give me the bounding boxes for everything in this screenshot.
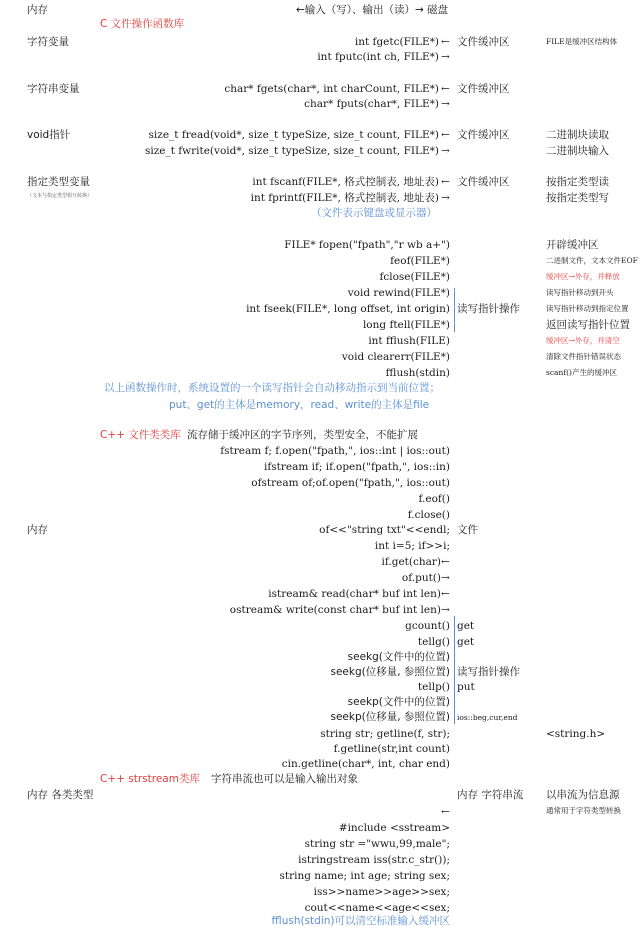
vars-decl: string name; int age; string sex; xyxy=(279,870,450,882)
ofstream-decl: ofstream of;of.open("fpath,", ios::out) xyxy=(251,477,450,489)
stream-source-desc: 以串流为信息源 xyxy=(546,789,620,801)
arrow-left-icon: ← xyxy=(441,83,450,95)
arrow-right-icon: → xyxy=(441,572,450,584)
seekg-rel: seekg(位移量, 参照位置) xyxy=(330,666,450,678)
fputc-func: int fputc(int ch, FILE*) xyxy=(317,51,439,63)
if-get: if.get(char) xyxy=(381,556,441,568)
put-get-note: put、get的主体是memory，read、write的主体是file xyxy=(169,399,430,411)
fseek-desc: 读写指针移动到指定位置 xyxy=(546,304,629,313)
arrow-left-icon: ← xyxy=(441,806,450,818)
cout-line: cout<<name<<age<<sex; xyxy=(304,902,450,914)
arrow-right-icon: → xyxy=(441,98,450,110)
arrow-left-icon: ← xyxy=(441,36,450,48)
string-variable-label: 字符串变量 xyxy=(27,83,80,95)
fclose-func: fclose(FILE*) xyxy=(379,271,450,283)
feof-desc: 二进制文件，文本文件EOF xyxy=(546,256,638,265)
fopen-func: FILE* fopen("fpath","r wb a+") xyxy=(284,239,450,251)
file-buffer-label: 文件缓冲区 xyxy=(457,83,510,95)
getline-str: string str; getline(f, str); xyxy=(320,728,450,740)
string-h-header: <string.h> xyxy=(546,728,606,740)
fflush-func: int fflush(FILE) xyxy=(368,335,450,347)
fwrite-func: size_t fwrite(void*, size_t typeSize, size_t count, FILE*) xyxy=(144,145,439,157)
file-buffer-label: 文件缓冲区 xyxy=(457,176,510,188)
bracket-line xyxy=(454,288,455,332)
io-direction-label: ←输入（写）、输出（读）→ 磁盘 xyxy=(296,4,449,16)
tellp-func: tellp() xyxy=(417,681,450,693)
fprintf-func: int fprintf(FILE*, 格式控制表, 地址表) xyxy=(250,192,439,204)
memory-types-label: 内存 各类类型 xyxy=(27,789,94,801)
tellg-func: tellg() xyxy=(417,636,450,648)
cin-getline: cin.getline(char*, int, char end) xyxy=(281,758,450,770)
seekp-abs: seekp(文件中的位置) xyxy=(347,696,450,708)
fflush-stdin-func: fflush(stdin) xyxy=(385,367,450,379)
fclose-desc: 缓冲区→外存，并释放 xyxy=(546,272,620,281)
fopen-desc: 开辟缓冲区 xyxy=(546,239,599,251)
typed-write-desc: 按指定类型写 xyxy=(546,192,609,204)
binary-write-desc: 二进制块输入 xyxy=(546,145,609,157)
arrow-left-icon: ← xyxy=(441,129,450,141)
ftell-func: long ftell(FILE*) xyxy=(362,319,450,331)
arrow-right-icon: → xyxy=(441,192,450,204)
fflush-desc: 缓冲区→外存，并清空 xyxy=(546,336,620,345)
typed-variable-label: 指定类型变量 xyxy=(27,176,90,188)
memory-strstream-label: 内存 字符串流 xyxy=(457,789,524,801)
cpp-file-lib-subtitle: 流存储于缓冲区的字节序列，类型安全，不能扩展 xyxy=(187,429,418,441)
fflush-stdin-note: fflush(stdin)可以清空标准输入缓冲区 xyxy=(271,915,450,927)
memory-label: 内存 xyxy=(27,4,48,16)
f-eof: f.eof() xyxy=(418,493,450,505)
iss-decl: istringstream iss(str.c_str()); xyxy=(298,854,450,866)
seek-origin-desc: ios::beg,cur,end xyxy=(457,713,518,722)
iss-read: iss>>name>>age>>sex; xyxy=(313,886,450,898)
arrow-right-icon: → xyxy=(441,51,450,63)
cpp-file-lib-title: C++ 文件类类库 xyxy=(100,429,181,441)
typed-variable-note: （文本与指定类型相互转换） xyxy=(27,193,93,199)
of-put: of.put() xyxy=(401,572,441,584)
fgets-func: char* fgets(char*, int charCount, FILE*) xyxy=(224,83,439,95)
gcount-desc: get xyxy=(457,620,475,632)
gcount-func: gcount() xyxy=(405,620,450,632)
memory-label: 内存 xyxy=(27,524,48,536)
fscanf-func: int fscanf(FILE*, 格式控制表, 地址表) xyxy=(252,176,439,188)
istream-read: istream& read(char* buf int len) xyxy=(268,588,441,600)
if-read-line: int i=5; if>>i; xyxy=(374,540,450,552)
string-decl: string str ="wwu,99,male"; xyxy=(304,838,450,850)
fputs-func: char* fputs(char*, FILE*) xyxy=(304,98,439,110)
rewind-desc: 读写指针移动到开头 xyxy=(546,288,614,297)
seekg-abs: seekg(文件中的位置) xyxy=(347,651,450,663)
file-struct-note: FILE是缓冲区结构体 xyxy=(546,37,618,46)
clearerr-desc: 清除文件指针错误状态 xyxy=(546,352,621,361)
auto-pointer-note: 以上函数操作时，系统设置的一个读写指针会自动移动指示到当前位置； xyxy=(104,382,440,394)
char-variable-label: 字符变量 xyxy=(27,36,69,48)
of-write-line: of<<"string txt"<<endl; xyxy=(319,524,450,536)
tellp-desc: put xyxy=(457,681,475,693)
include-sstream: #include <sstream> xyxy=(338,822,450,834)
seekp-rel: seekp(位移量, 参照位置) xyxy=(330,711,450,723)
typed-read-desc: 按指定类型读 xyxy=(546,176,609,188)
fflush-stdin-desc: scanf()产生的缓冲区 xyxy=(546,368,617,377)
tellg-desc: get xyxy=(457,636,475,648)
strstream-lib-subtitle: 字符串流也可以是输入输出对象 xyxy=(211,773,358,785)
ifstream-decl: ifstream if; if.open("fpath,", ios::in) xyxy=(264,461,450,473)
fstream-decl: fstream f; f.open("fpath,", ios::int | ios::out) xyxy=(220,445,450,457)
file-buffer-label: 文件缓冲区 xyxy=(457,36,510,48)
strstream-lib-title: C++ strstream类库 xyxy=(100,773,200,785)
file-label: 文件 xyxy=(457,524,478,536)
ostream-write: ostream& write(const char* buf int len) xyxy=(229,604,441,616)
f-close: f.close() xyxy=(407,509,450,521)
f-getline: f.getline(str,int count) xyxy=(333,743,450,755)
arrow-left-icon: ← xyxy=(441,176,450,188)
bracket-line xyxy=(454,616,455,724)
void-pointer-label: void指针 xyxy=(27,129,71,141)
arrow-left-icon: ← xyxy=(441,588,450,600)
file-meaning-note: （文件表示键盘或显示器） xyxy=(311,207,437,219)
fseek-func: int fseek(FILE*, long offset, int origin) xyxy=(246,303,450,315)
feof-func: feof(FILE*) xyxy=(390,255,450,267)
rw-pointer-op-label: 读写指针操作 xyxy=(457,303,520,315)
file-buffer-label: 文件缓冲区 xyxy=(457,129,510,141)
binary-read-desc: 二进制块读取 xyxy=(546,129,609,141)
rewind-func: void rewind(FILE*) xyxy=(347,287,450,299)
arrow-left-icon: ← xyxy=(441,556,450,568)
c-file-lib-title: C 文件操作函数库 xyxy=(100,18,185,30)
arrow-right-icon: → xyxy=(441,604,450,616)
rw-pointer-op-label: 读写指针操作 xyxy=(457,666,520,678)
fgetc-func: int fgetc(FILE*) xyxy=(354,36,439,48)
ftell-desc: 返回读写指针位置 xyxy=(546,319,630,331)
fread-func: size_t fread(void*, size_t typeSize, size_t count, FILE*) xyxy=(148,129,439,141)
type-conversion-note: 通常用于字符类型转换 xyxy=(546,806,621,815)
clearerr-func: void clearerr(FILE*) xyxy=(341,351,450,363)
arrow-right-icon: → xyxy=(441,145,450,157)
